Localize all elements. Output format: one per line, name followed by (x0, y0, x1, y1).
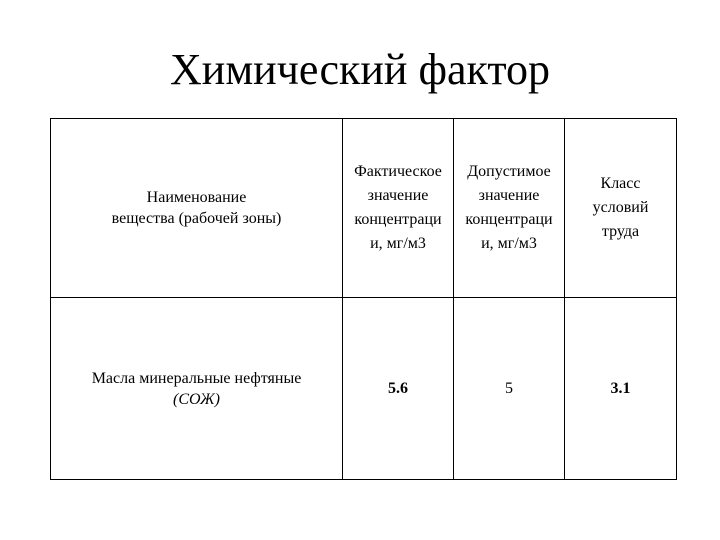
cell-work-class: 3.1 (565, 298, 677, 480)
header-class-line: труда (601, 223, 640, 240)
table-row (51, 298, 677, 480)
header-actual-line: значение (367, 187, 429, 204)
header-actual-line: концентраци (354, 211, 442, 228)
header-actual-line: и, мг/м3 (370, 235, 426, 252)
header-work-class (565, 119, 677, 298)
header-allowed-line: и, мг/м3 (481, 235, 537, 252)
header-allowed-line: значение (478, 187, 540, 204)
header-allowed-line: Допустимое (467, 163, 551, 180)
substance-note: (СОЖ) (173, 390, 220, 408)
cell-actual-value: 5.6 (343, 298, 454, 480)
chemical-factor-table (50, 118, 677, 480)
header-allowed-line: концентраци (465, 211, 553, 228)
header-class-line: Класс (600, 175, 641, 192)
header-substance-line: вещества (рабочей зоны) (111, 210, 282, 227)
header-actual-line: Фактическое (354, 163, 442, 180)
cell-substance (51, 298, 343, 480)
header-substance-line: Наименование (146, 189, 247, 206)
header-allowed-concentration (454, 119, 565, 298)
header-substance-name (51, 119, 343, 298)
substance-name: Масла минеральные нефтяные (91, 369, 302, 387)
slide-title: Химический фактор (170, 45, 550, 94)
header-actual-concentration (343, 119, 454, 298)
header-class-line: условий (592, 199, 649, 216)
table-header-row (51, 119, 677, 298)
cell-allowed-value: 5 (454, 298, 565, 480)
